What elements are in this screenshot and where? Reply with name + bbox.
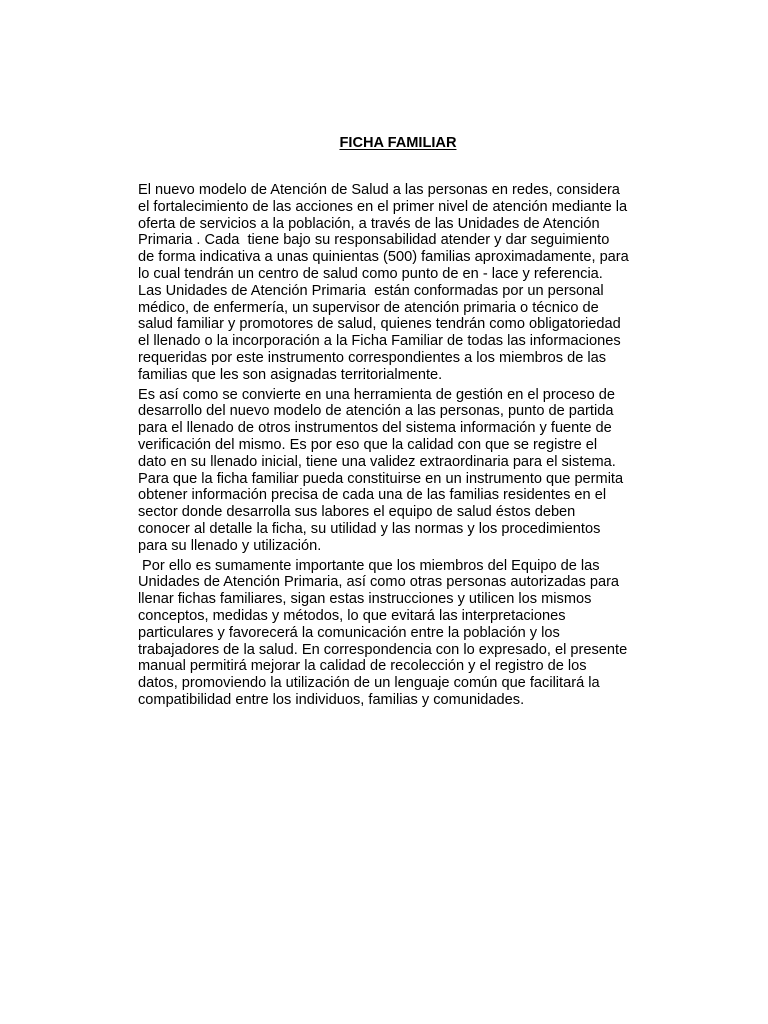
document-title: FICHA FAMILIAR [339, 135, 457, 151]
paragraph-1 [138, 182, 630, 384]
text-line: conocer al detalle la ficha, su utilidad y las normas y los procedimientos [138, 520, 601, 537]
paragraph-2 [138, 387, 630, 555]
text-line: salud familiar y promotores de salud, quienes tendrán como obligatoriedad [138, 316, 621, 333]
text-line: obtener información precisa de cada una de las familias residentes en el [138, 487, 607, 504]
document-body [138, 182, 630, 712]
text-line: Para que la ficha familiar pueda constituirse en un instrumento que permita [138, 470, 624, 487]
text-line: llenar fichas familiares, sigan estas instrucciones y utilicen los mismos [138, 591, 592, 608]
text-line: Primaria . Cada tiene bajo su responsabilidad atender y dar seguimiento [138, 232, 610, 249]
text-line: conceptos, medidas y métodos, lo que evitará las interpretaciones [138, 607, 566, 624]
text-line: de forma indicativa a unas quinientas (500) familias aproximadamente, para [138, 249, 629, 266]
text-line: médico, de enfermería, un supervisor de atención primaria o técnico de [138, 299, 599, 316]
text-line: requeridas por este instrumento correspondientes a los miembros de las [138, 349, 607, 366]
text-line: trabajadores de la salud. En correspondencia con lo expresado, el presente [138, 641, 628, 658]
text-line: oferta de servicios a la población, a través de las Unidades de Atención [138, 215, 600, 232]
text-line: particulares y favorecerá la comunicación entre la población y los [138, 624, 560, 641]
text-line: verificación del mismo. Es por eso que la calidad con que se registre el [138, 436, 598, 453]
paragraph-3 [138, 558, 630, 709]
text-line: lo cual tendrán un centro de salud como punto de en - lace y referencia. [138, 265, 603, 282]
text-line: sector donde desarrolla sus labores el equipo de salud éstos deben [138, 504, 576, 521]
text-line: para su llenado y utilización. [138, 537, 322, 554]
text-line: El nuevo modelo de Atención de Salud a las personas en redes, considera [138, 182, 620, 198]
text-line: Unidades de Atención Primaria, así como otras personas autorizadas para [138, 574, 620, 591]
text-line: manual permitirá mejorar la calidad de recolección y el registro de los [138, 658, 587, 675]
text-line: el fortalecimiento de las acciones en el primer nivel de atención mediante la [138, 198, 628, 215]
text-line: Las Unidades de Atención Primaria están conformadas por un personal [138, 282, 604, 299]
text-line: para el llenado de otros instrumentos del sistema información y fuente de [138, 420, 612, 437]
text-line: compatibilidad entre los individuos, familias y comunidades. [138, 691, 525, 708]
text-line: el llenado o la incorporación a la Ficha Familiar de todas las informaciones [138, 333, 621, 350]
text-line: datos, promoviendo la utilización de un lenguaje común que facilitará la [138, 675, 600, 692]
text-line: dato en su llenado inicial, tiene una validez extraordinaria para el sistema. [138, 453, 616, 470]
text-line: desarrollo del nuevo modelo de atención a las personas, punto de partida [138, 403, 614, 420]
text-line: familias que les son asignadas territorialmente. [138, 366, 443, 383]
text-line: Por ello es sumamente importante que los miembros del Equipo de las [138, 557, 600, 574]
text-line: Es así como se convierte en una herramienta de gestión en el proceso de [138, 386, 616, 403]
